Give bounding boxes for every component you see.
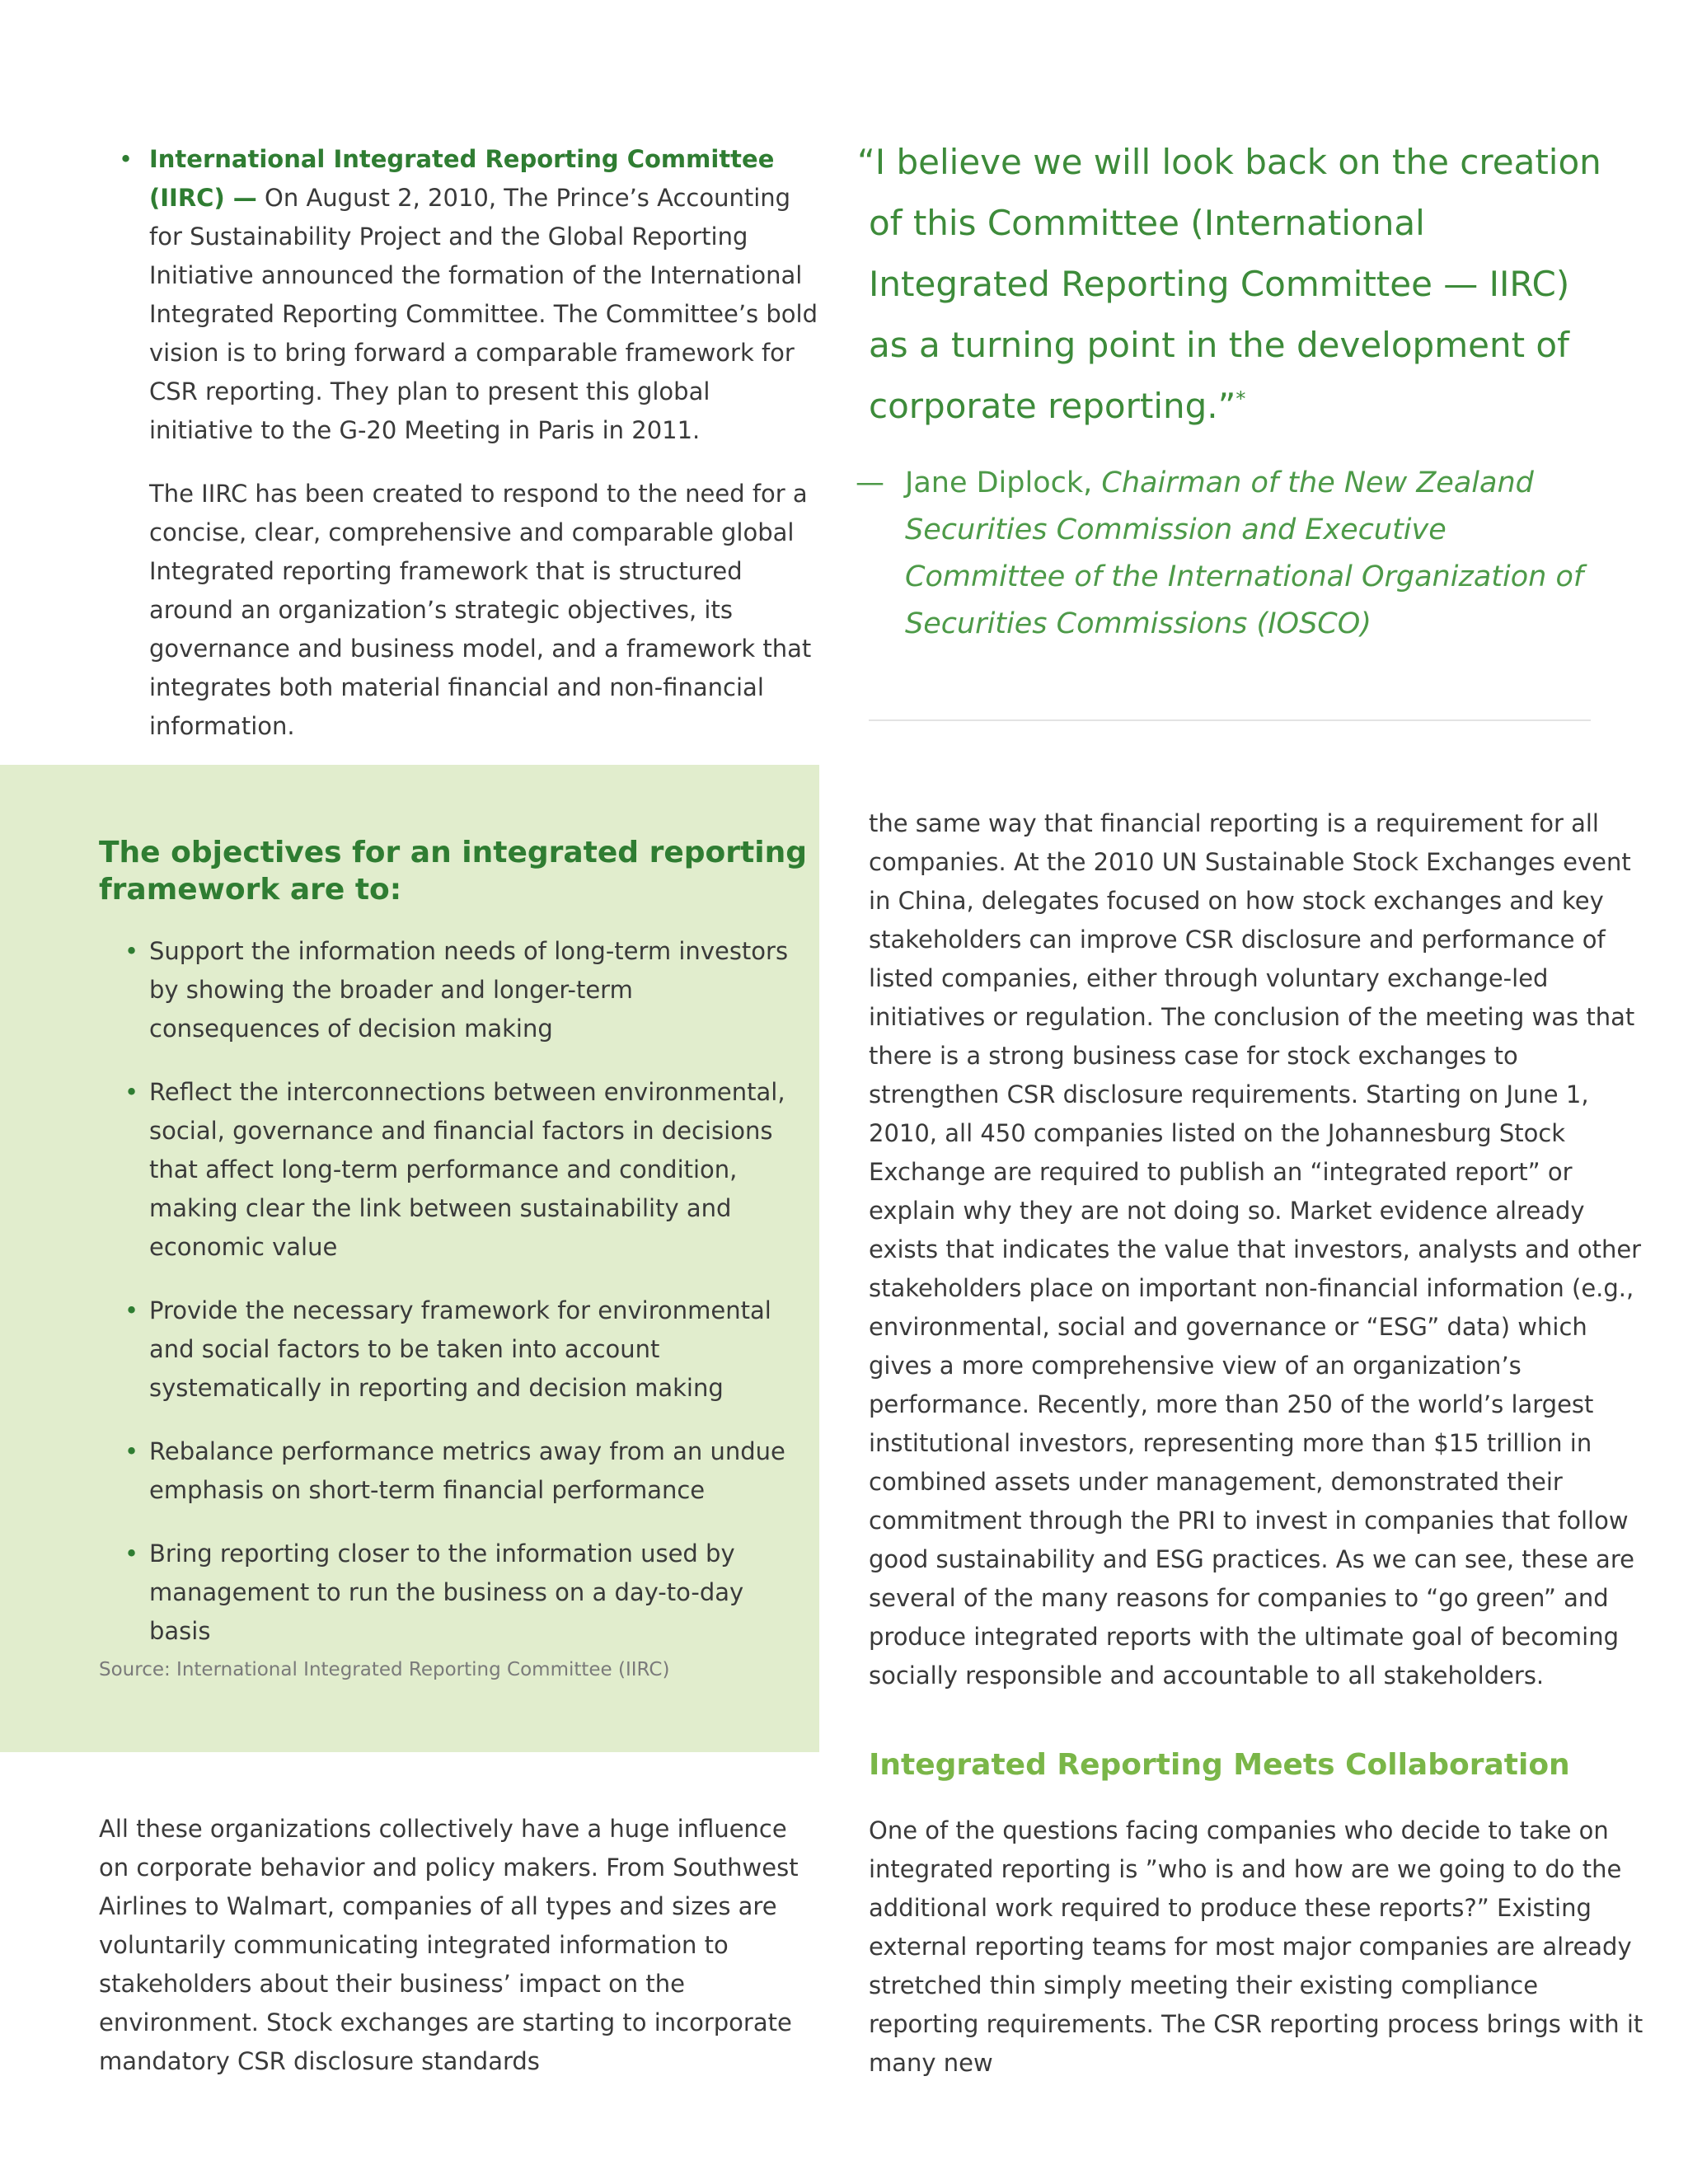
- body-paragraph-left: All these organizations collectively have a huge influence on corporate behavior and policy makers. From Southwest Airlines to Walmart, companies of all types and sizes are voluntarily communicating integrated information to stakeholders about their business’ impact on the environment. Stock exchanges are starting to incorporate mandatory CSR disclosure standards: [99, 1815, 799, 2075]
- list-item: • Support the information needs of long-term investors by showing the broader and longer-term consequences of decision making: [149, 932, 792, 1048]
- quote-author-role: Chairman of the New Zealand Securities Commission and Executive Committee of the International Organization of Securities Commissions (IOSCO): [905, 466, 1584, 640]
- iirc-section: [134, 140, 818, 746]
- list-item: • Provide the necessary framework for environmental and social factors to be taken into account systematically in reporting and decision making: [149, 1291, 792, 1408]
- iirc-paragraph-1: On August 2, 2010, The Prince’s Accounting for Sustainability Project and the Global Reporting Initiative announced the formation of the International Integrated Reporting Committee. The Committee’s bold vision is to bring forward a comparable framework for CSR reporting. They plan to present this global initiative to the G-20 Meeting in Paris in 2011.: [149, 184, 818, 444]
- list-item: • Reflect the interconnections between environmental, social, governance and financial factors in decisions that affect long-term performance and condition, making clear the link between sustainability and economic value: [149, 1073, 792, 1267]
- quote-text: [856, 132, 1614, 437]
- source-note: Source: International Integrated Reporting Committee (IIRC): [99, 1659, 670, 1680]
- footnote-mark: *: [1236, 387, 1246, 410]
- attribution-dash: —: [856, 466, 884, 499]
- objectives-title: The objectives for an integrated reporting framework are to:: [99, 836, 807, 907]
- list-item: • Bring reporting closer to the information used by management to run the business on a day-to-day basis: [149, 1535, 792, 1651]
- quote-attribution: [856, 460, 1614, 648]
- divider: [869, 719, 1591, 721]
- objectives-list: [149, 932, 792, 1675]
- collaboration-paragraph: One of the questions facing companies who decide to take on integrated reporting is ”who is and how are we going to do the additional work required to produce these reports?” Existing external reporting teams for most major companies are already stretched thin simply meeting their existing compliance reporting requirements. The CSR reporting process brings with it many new: [869, 1816, 1643, 2077]
- section-heading: Integrated Reporting Meets Collaboration: [869, 1748, 1570, 1782]
- iirc-bullet: [134, 140, 818, 450]
- pull-quote: [856, 132, 1614, 648]
- objectives-sidebar: [0, 765, 819, 1752]
- list-item: • Rebalance performance metrics away from an undue emphasis on short-term financial performance: [149, 1432, 792, 1510]
- iirc-lead: International Integrated Reporting Committee (IIRC) —: [149, 145, 775, 212]
- body-paragraph-right: the same way that financial reporting is a requirement for all companies. At the 2010 UN Sustainable Stock Exchanges event in China, delegates focused on how stock exchanges and key stakeholders can improve CSR disclosure and performance of listed companies, either through voluntary exchange-led initiatives or regulation. The conclusion of the meeting was that there is a strong business case for stock exchanges to strengthen CSR disclosure requirements. Starting on June 1, 2010, all 450 companies listed on the Johannesburg Stock Exchange are required to publish an “integrated report” or explain why they are not doing so. Market evidence already exists that indicates the value that investors, analysts and other stakeholders place on important non-financial information (e.g., environmental, social and governance or “ESG” data) which gives a more comprehensive view of an organization’s performance. Recently, more than 250 of the world’s largest institutional investors, representing more than $15 trillion in combined assets under management, demonstrated their commitment through the PRI to invest in companies that follow good sustainability and ESG practices. As we can see, these are several of the many reasons for companies to “go green” and produce integrated reports with the ultimate goal of becoming socially responsible and accountable to all stakeholders.: [869, 809, 1642, 1690]
- iirc-paragraph-2: The IIRC has been created to respond to the need for a concise, clear, comprehensive and comparable global Integrated reporting framework that is structured around an organization’s strategic objectives, its governance and business model, and a framework that integrates both material financial and non-financial information.: [149, 480, 812, 740]
- quote-body: “I believe we will look back on the creation of this Committee (International Integrated Reporting Committee — IIRC) as a turning point in the development of corporate reporting.”: [857, 142, 1601, 426]
- quote-author: Jane Diplock,: [905, 466, 1102, 499]
